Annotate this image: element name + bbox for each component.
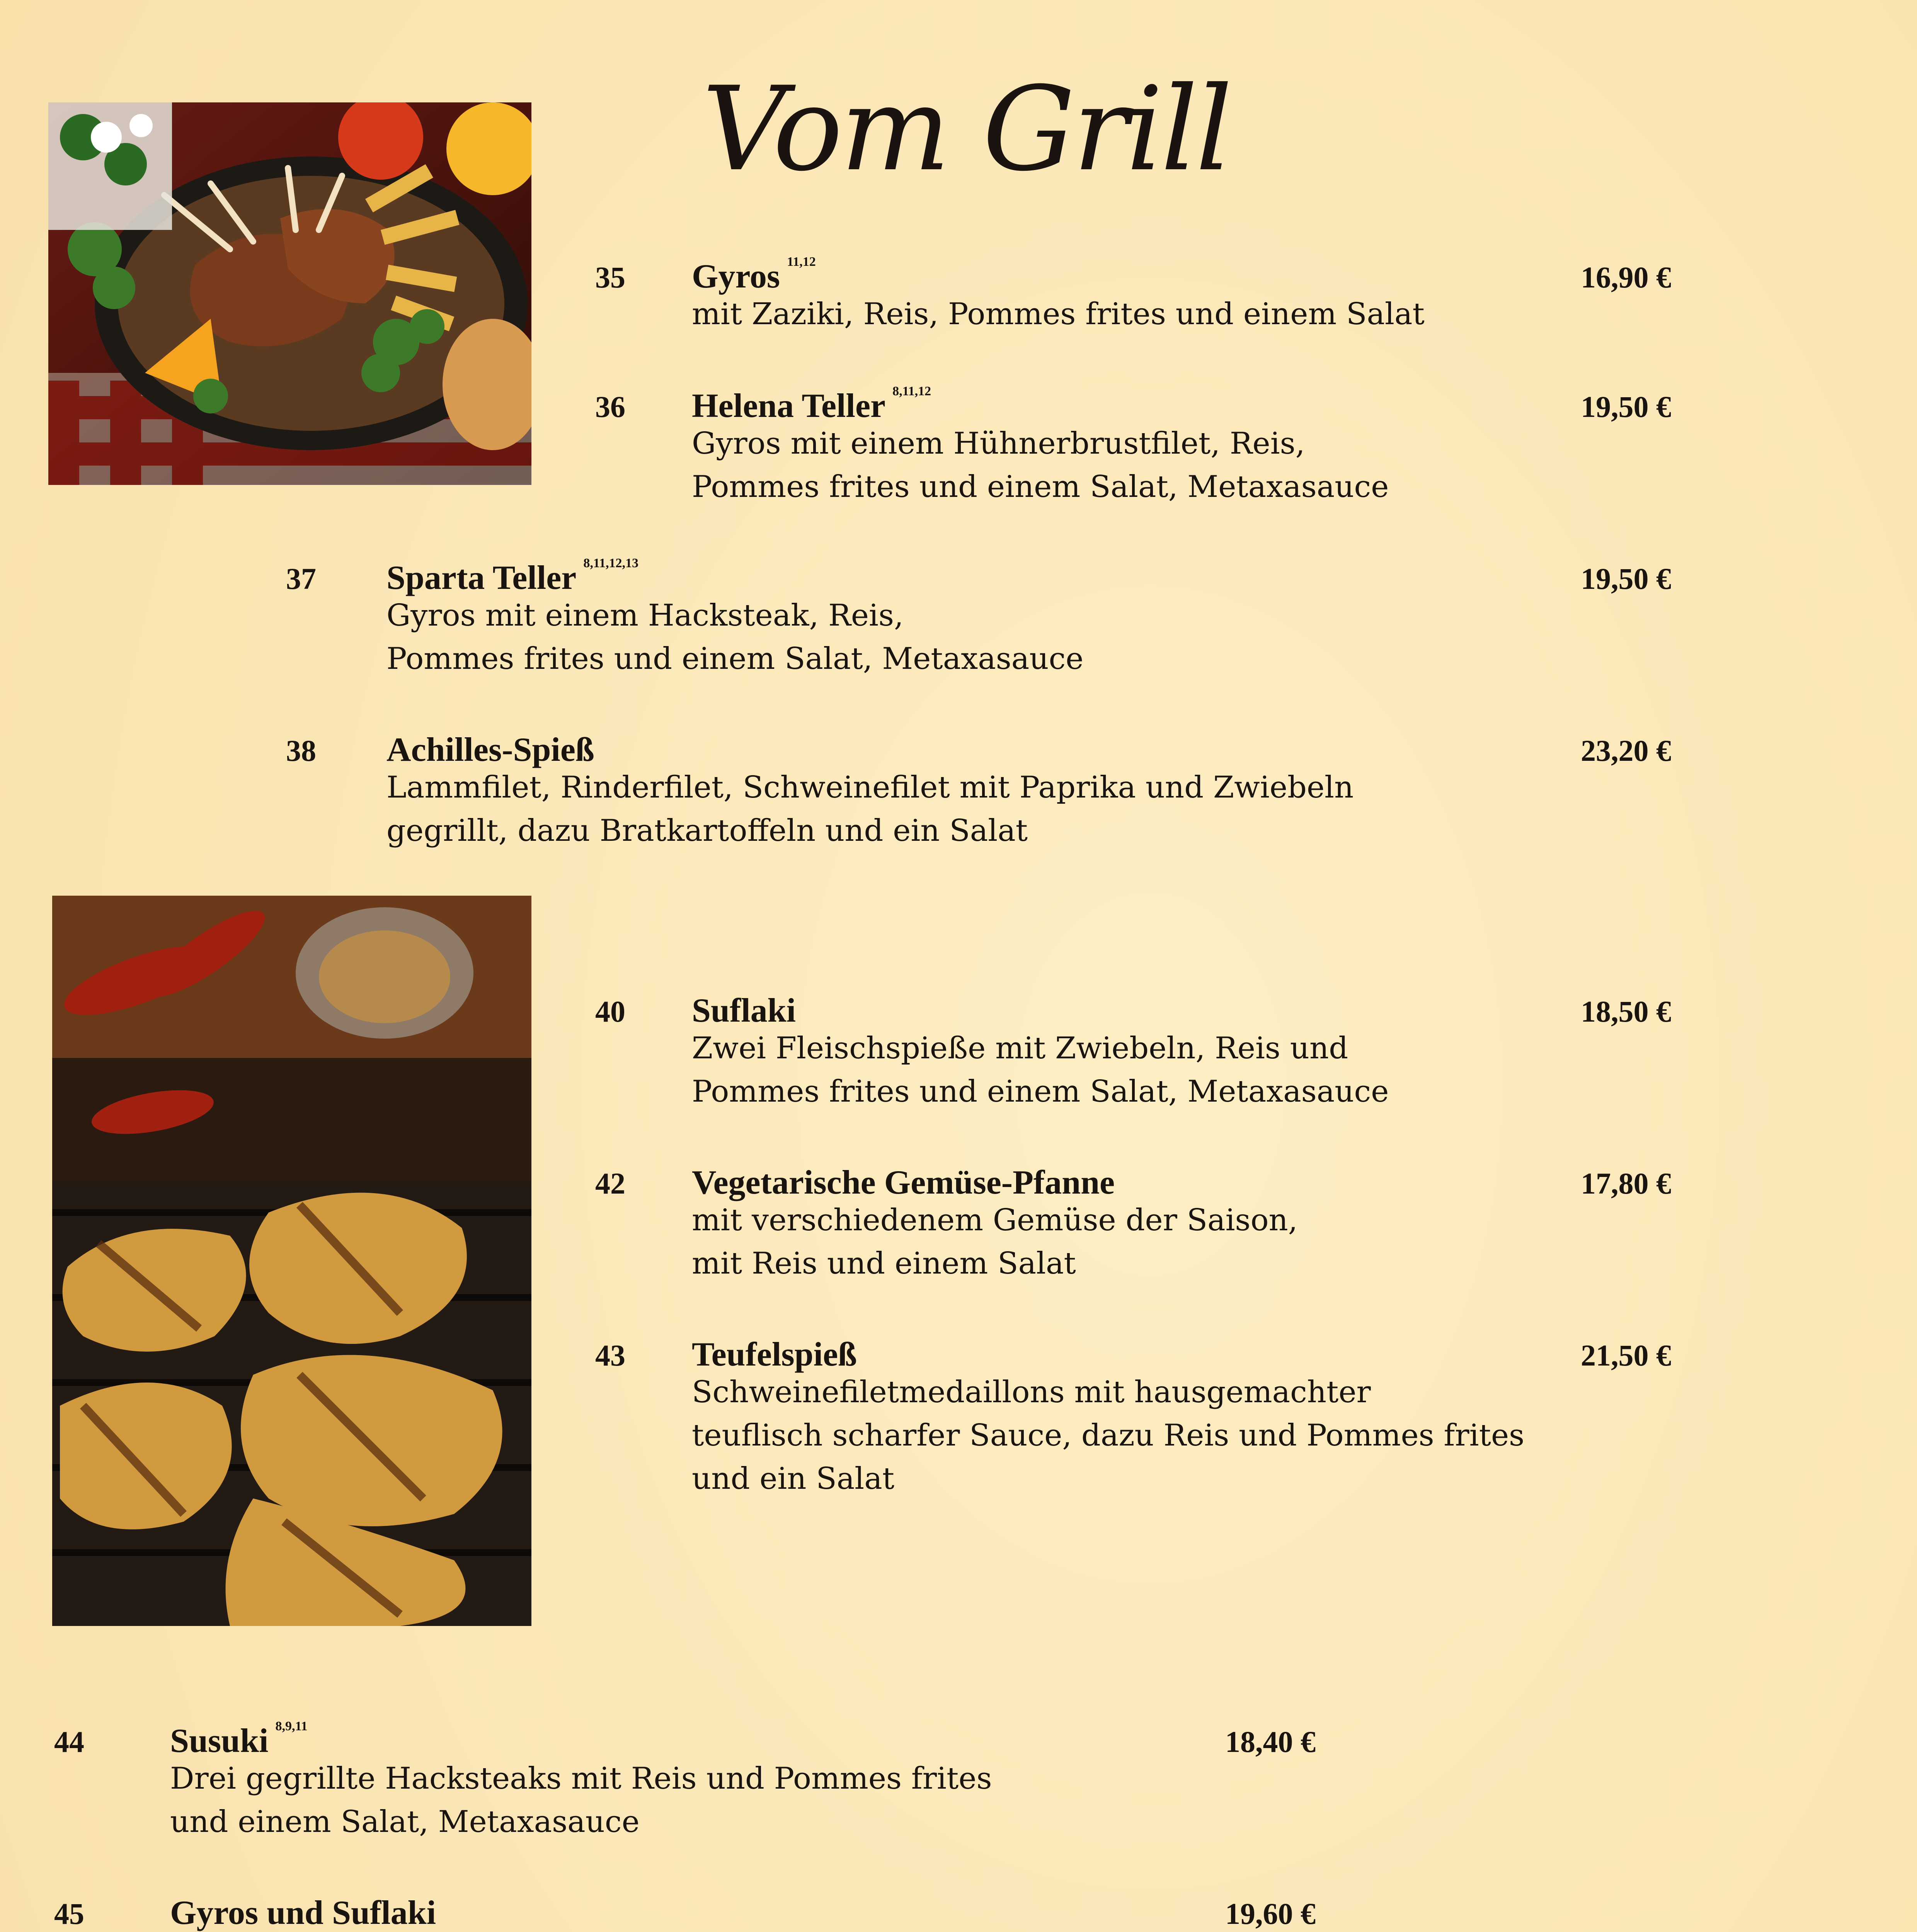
description-line: Pommes frites und einem Salat, Metaxasauce — [692, 469, 1389, 504]
item-price: 21,50 € — [1581, 1338, 1671, 1372]
grill-plate-photo — [48, 102, 531, 485]
allergen-codes: 11,12 — [787, 255, 816, 269]
item-name-text: Gyros und Suflaki — [170, 1894, 436, 1932]
item-description — [692, 1371, 1524, 1500]
item-description — [692, 422, 1389, 509]
item-description — [386, 766, 1353, 852]
item-number: 45 — [54, 1897, 84, 1930]
item-name — [692, 991, 796, 1030]
item-number: 36 — [595, 390, 625, 423]
page-title: Vom Grill — [702, 62, 1231, 197]
item-name-text: Vegetarische Gemüse-Pfanne — [692, 1164, 1115, 1201]
item-name-text: Achilles-Spieß — [386, 731, 594, 769]
description-line: Lammfilet, Rinderfilet, Schweinefilet mit Paprika und Zwiebeln — [386, 770, 1354, 805]
description-line: Pommes frites und einem Salat, Metaxasauce — [692, 1074, 1389, 1109]
item-price: 19,60 € — [1225, 1897, 1316, 1930]
item-description — [170, 1757, 992, 1844]
item-number: 43 — [595, 1338, 625, 1372]
grilled-cutlets-photo — [52, 896, 531, 1626]
item-price: 16,90 € — [1581, 260, 1671, 294]
item-number: 37 — [286, 562, 316, 595]
item-name — [170, 1721, 308, 1760]
item-number: 42 — [595, 1167, 625, 1200]
item-number: 44 — [54, 1725, 84, 1759]
item-name — [692, 386, 931, 425]
item-description — [692, 293, 1425, 336]
item-price: 17,80 € — [1581, 1167, 1671, 1200]
item-name-text: Susuki — [170, 1722, 269, 1760]
item-description — [692, 1027, 1389, 1113]
item-description — [692, 1199, 1298, 1285]
description-line: mit Reis und einem Salat — [692, 1246, 1076, 1281]
description-line: teuflisch scharfer Sauce, dazu Reis und Pommes frites — [692, 1418, 1525, 1453]
description-line: gegrillt, dazu Bratkartoffeln und ein Salat — [386, 813, 1028, 848]
item-name-text: Sparta Teller — [386, 559, 577, 597]
item-number: 38 — [286, 734, 316, 767]
description-line — [170, 1929, 946, 1932]
allergen-codes: 8,11,12 — [892, 384, 931, 398]
item-number: 35 — [595, 260, 625, 294]
allergen-codes: 8,11,12,13 — [583, 556, 638, 570]
item-name — [386, 730, 594, 769]
item-price: 19,50 € — [1581, 562, 1671, 595]
item-description — [170, 1929, 946, 1932]
item-name — [692, 1163, 1115, 1202]
description-line: mit Zaziki, Reis, Pommes frites und einem Salat — [692, 297, 1425, 332]
item-name — [386, 558, 638, 597]
description-line: Schweinefiletmedaillons mit hausgemachter — [692, 1375, 1371, 1410]
item-name-text: Suflaki — [692, 992, 796, 1029]
description-line: Pommes frites und einem Salat, Metaxasauce — [386, 641, 1084, 676]
description-line: Gyros mit einem Hacksteak, Reis, — [386, 598, 904, 633]
item-name-text: Helena Teller — [692, 387, 886, 425]
item-name — [692, 1335, 857, 1374]
description-line: Drei gegrillte Hacksteaks mit Reis und Pommes frites — [170, 1761, 992, 1796]
description-line: und einem Salat, Metaxasauce — [170, 1804, 640, 1839]
item-description — [386, 594, 1083, 680]
item-name — [170, 1893, 436, 1932]
description-line: und ein Salat — [692, 1461, 895, 1496]
description-line: Zwei Fleischspieße mit Zwiebeln, Reis und — [692, 1031, 1348, 1066]
item-name — [692, 257, 816, 296]
allergen-codes: 8,9,11 — [275, 1719, 308, 1733]
item-price: 18,50 € — [1581, 995, 1671, 1028]
description-line: mit verschiedenem Gemüse der Saison, — [692, 1203, 1298, 1238]
item-price: 18,40 € — [1225, 1725, 1316, 1759]
item-number: 40 — [595, 995, 625, 1028]
item-name-text: Gyros — [692, 258, 780, 295]
item-price: 19,50 € — [1581, 390, 1671, 423]
item-name-text: Teufelspieß — [692, 1336, 857, 1373]
item-price: 23,20 € — [1581, 734, 1671, 767]
description-line: Gyros mit einem Hühnerbrustfilet, Reis, — [692, 426, 1305, 461]
